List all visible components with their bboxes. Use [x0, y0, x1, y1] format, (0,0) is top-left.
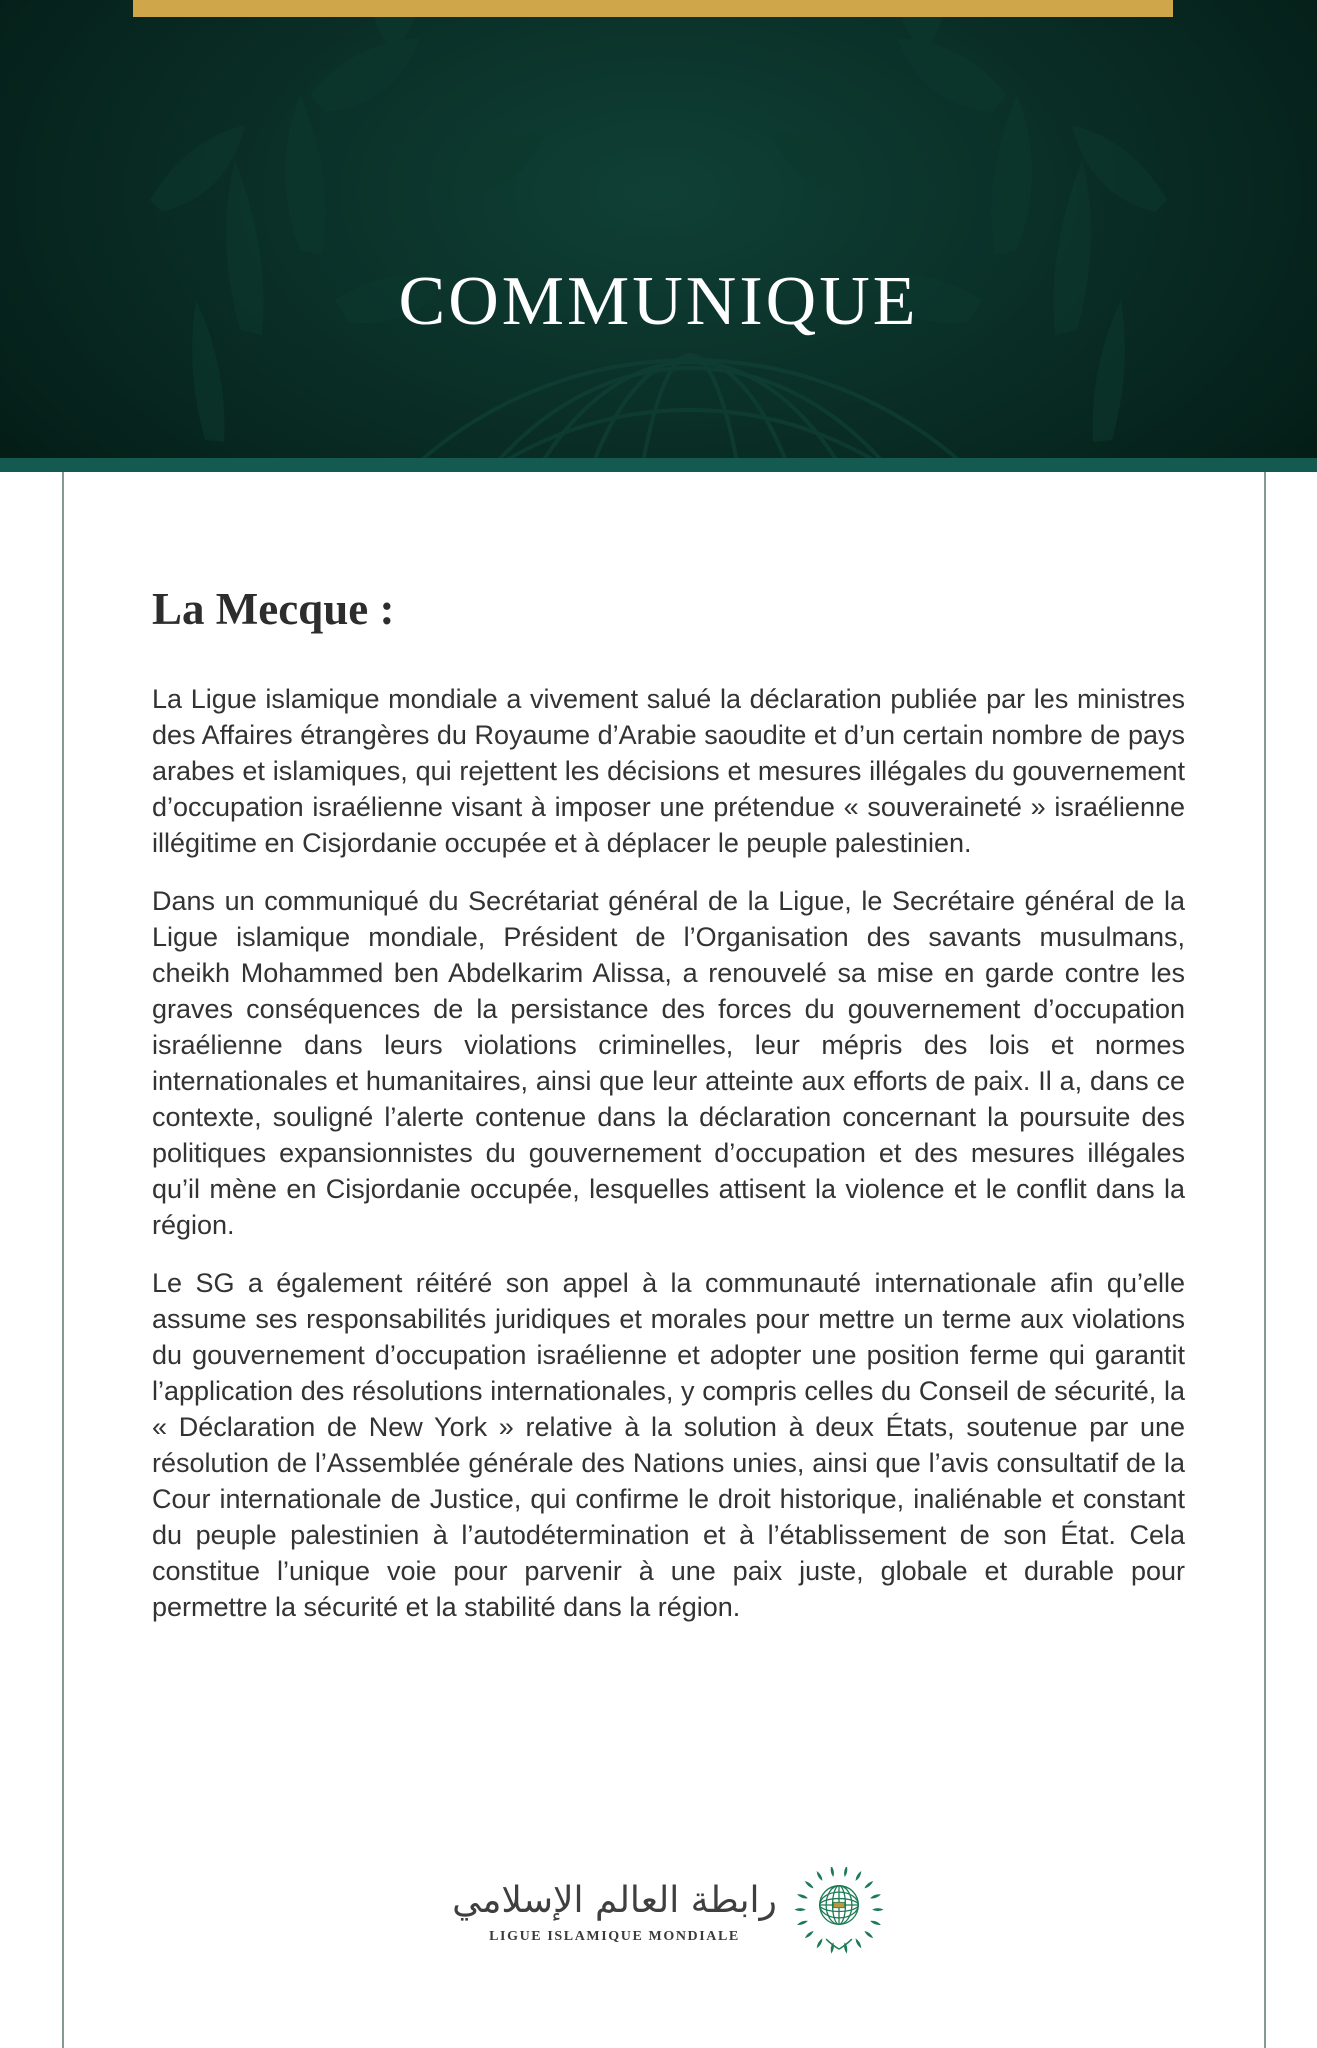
olive-branch-right [772, 0, 1167, 442]
mwl-emblem-icon [793, 1867, 885, 1955]
teal-divider-bar [0, 458, 1317, 472]
logo-arabic-calligraphy: رابطة العالم الإسلامي [452, 1879, 777, 1921]
header-banner [0, 0, 1317, 458]
globe-gold-band [833, 1902, 844, 1908]
logo-caption: LIGUE ISLAMIQUE MONDIALE [489, 1928, 740, 1944]
olive-branch-globe-decoration [0, 0, 1317, 458]
paragraph-3: Le SG a également réitéré son appel à la communauté internationale afin qu’elle assume ses responsabilités juridiques et morales pour mettre un terme aux violations du gouvernement d’occupation israélienne et adopter une position ferme qui garantit l’application des résolutions internationales, y compris celles du Conseil de sécurité, la « Déclaration de New York » relative à la solution à deux États, soutenue par une résolution de l’Assemblée générale des Nations unies, ainsi que l’avis consultatif de la Cour internationale de Justice, qui confirme le droit historique, inaliénable et constant du peuple palestinien à l’autodétermination et à l’établissement de son État. Cela constitue l’unique voie pour parvenir à une paix juste, globale et durable pour permettre la sécurité et la stabilité dans la région. [152, 1268, 1185, 1623]
paragraph-2: Dans un communiqué du Secrétariat général de la Ligue, le Secrétaire général de la Ligue islamique mondiale, Président de l’Organisation des savants musulmans, cheikh Mohammed ben Abdelkarim Alissa, a renouvelé sa mise en garde contre les graves conséquences de la persistance des forces du gouvernement d’occupation israélienne dans leurs violations criminelles, leur mépris des lois et normes internationales et humanitaires, ainsi que leur atteinte aux efforts de paix. Il a, dans ce contexte, souligné l’alerte contenue dans la déclaration concernant la poursuite des politiques expansionnistes du gouvernement d’occupation et des mesures illégales qu’il mène en Cisjordanie occupée, lesquelles attisent la violence et le conflit dans la région. [152, 886, 1185, 1241]
document-body [0, 472, 1317, 2048]
right-border-line [1264, 472, 1266, 2048]
page-title: COMMUNIQUE [398, 263, 919, 340]
organization-logo [152, 1867, 1185, 1955]
dateline-heading: La Mecque : [152, 584, 395, 634]
communique-text [152, 472, 1185, 1944]
left-border-line [62, 472, 64, 2048]
paragraph-1: La Ligue islamique mondiale a vivement salué la déclaration publiée par les ministres des Affaires étrangères du Royaume d’Arabie saoudite et d’un certain nombre de pays arabes et islamiques, qui rejettent les décisions et mesures illégales du gouvernement d’occupation israélienne visant à imposer une prétendue « souveraineté » israélienne illégitime en Cisjordanie occupée et à déplacer le peuple palestinien. [152, 684, 1185, 859]
gold-accent-bar [133, 0, 1173, 17]
organization-logo-text [452, 1878, 777, 1945]
olive-branch-left [150, 0, 545, 442]
